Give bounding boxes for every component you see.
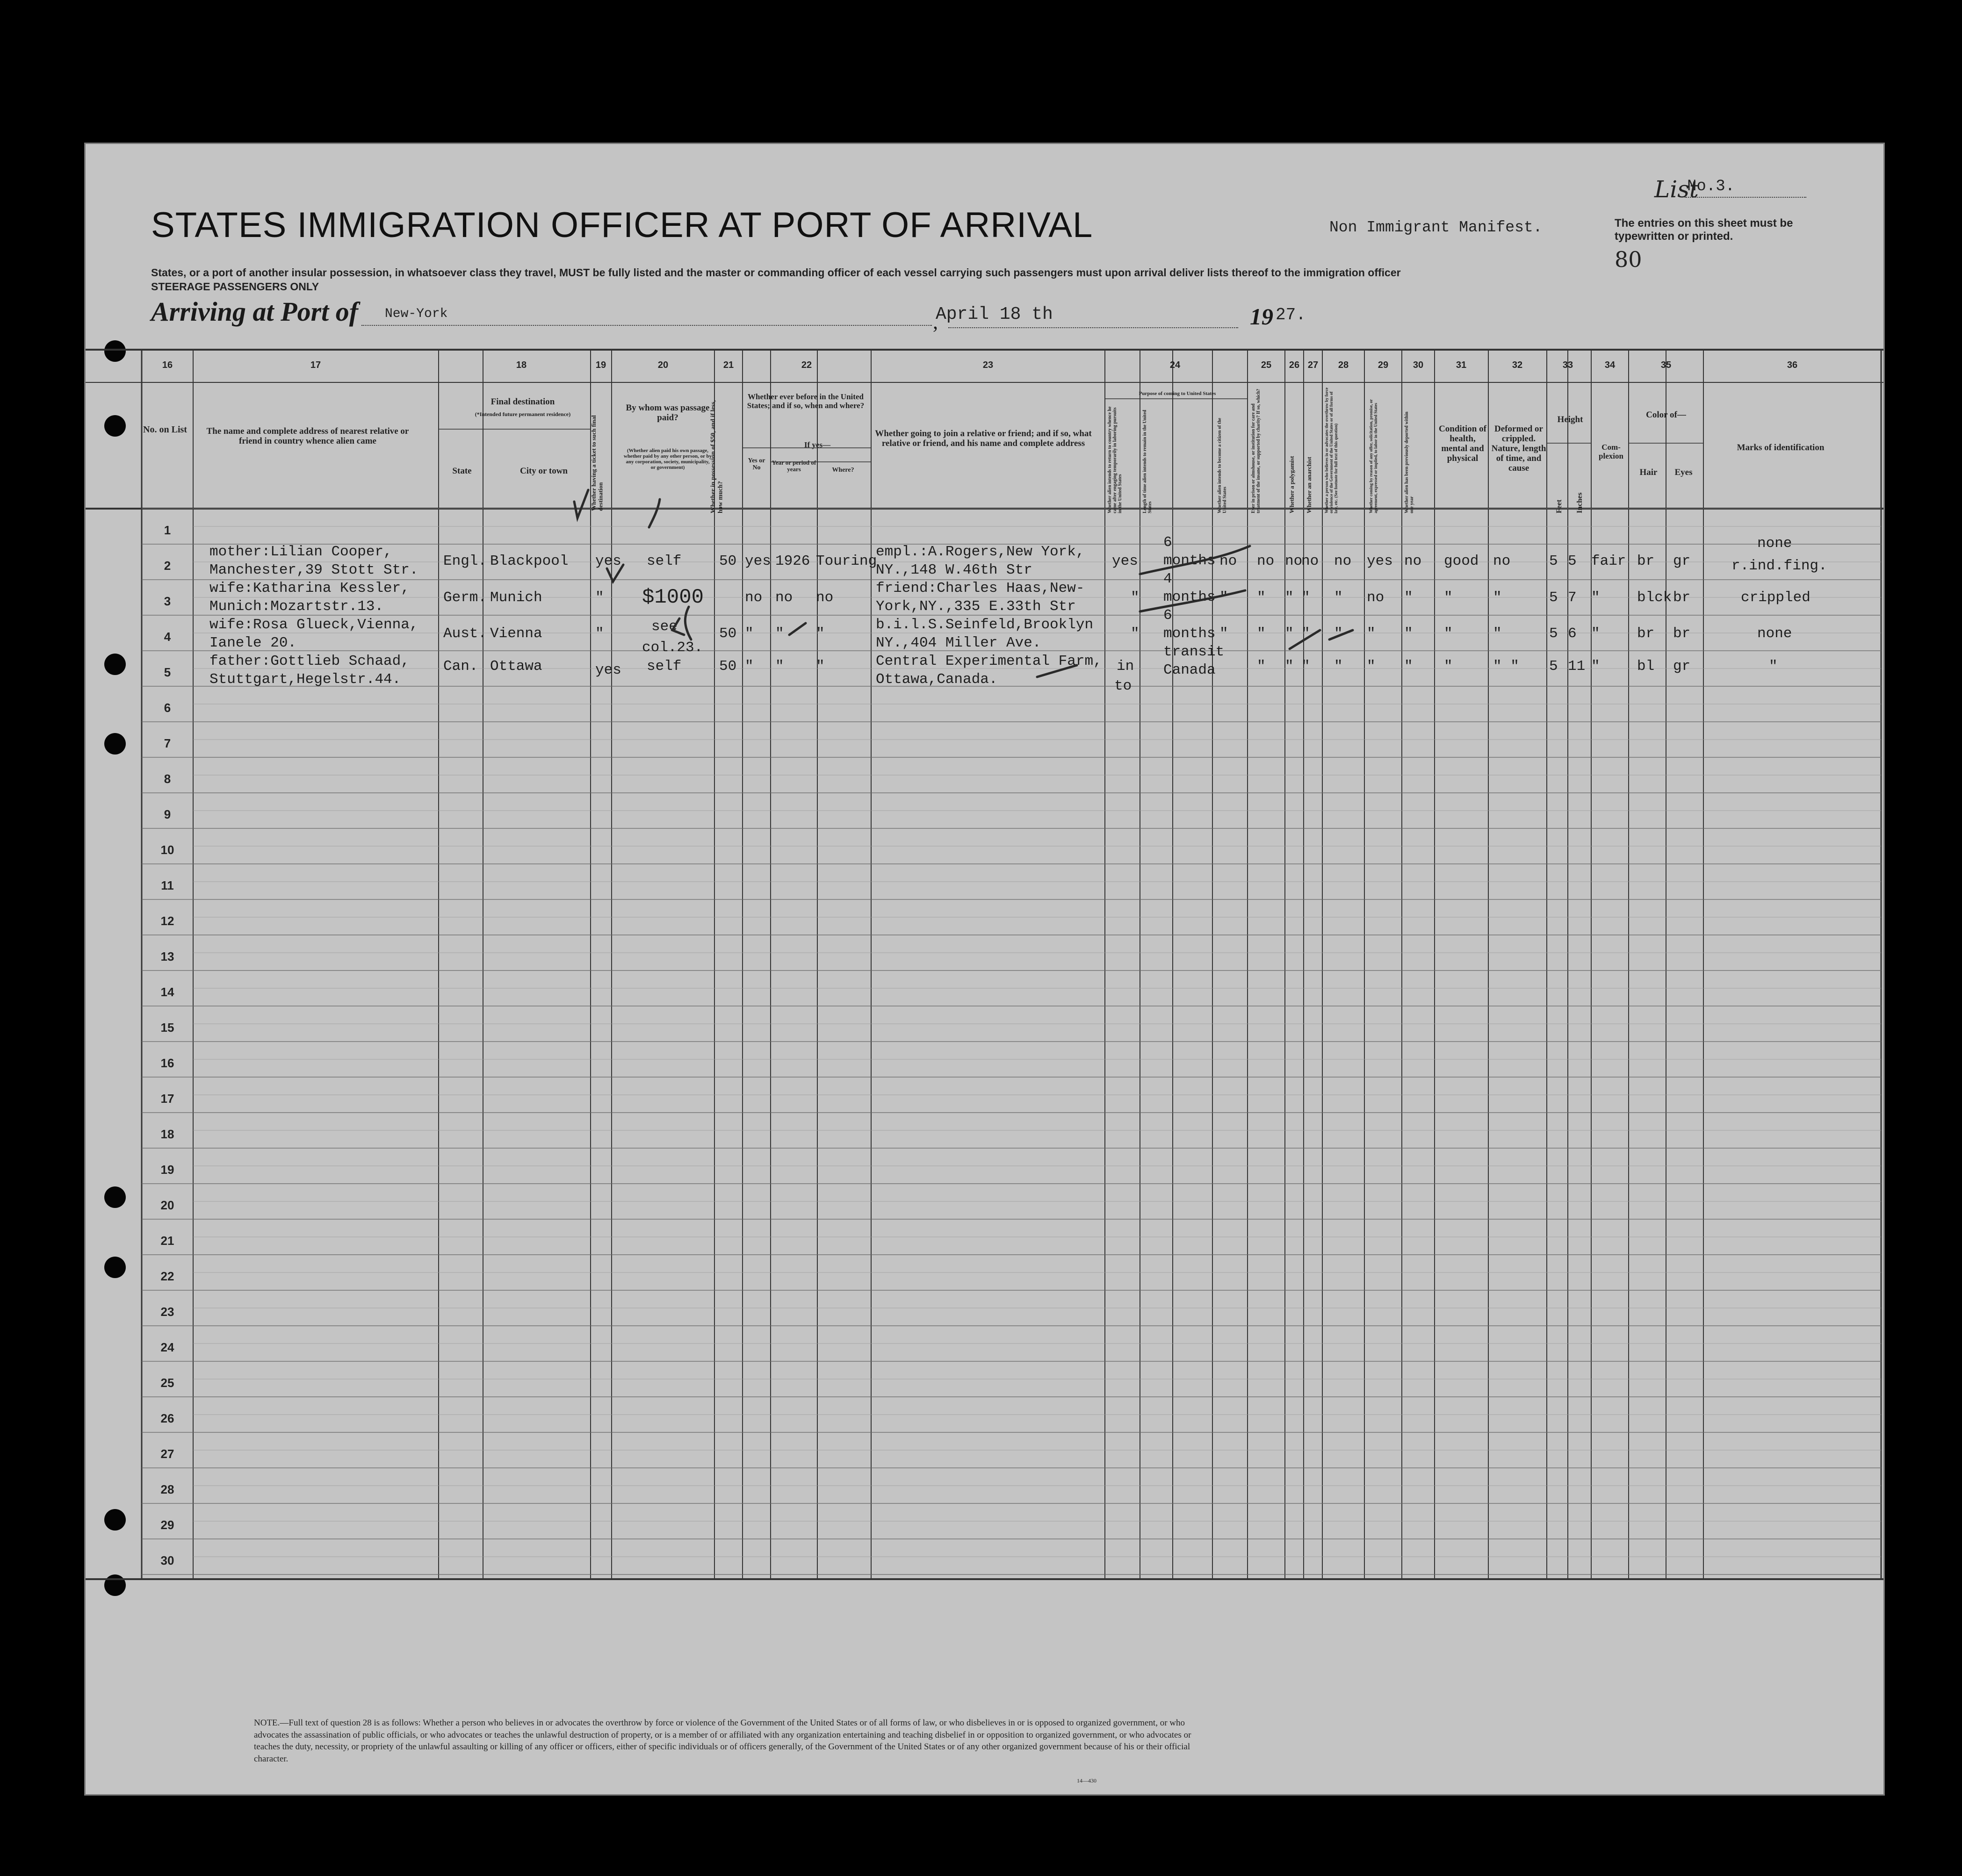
row-number: 14 <box>160 985 174 999</box>
row-number: 20 <box>160 1198 174 1212</box>
before-year-cell: 1926 <box>775 553 810 569</box>
hair-cell: bl <box>1637 658 1655 675</box>
manifest-sheet <box>84 143 1885 1796</box>
header-purpose-return: Whether alien intends to return to country whence he came after engaging temporarily in laboring pursuits in the United States <box>1107 406 1123 513</box>
feet-cell: 5 <box>1549 553 1558 569</box>
q30-cell: no <box>1404 553 1422 569</box>
prison-cell: no <box>1257 553 1275 569</box>
city-cell: Vienna <box>490 625 542 642</box>
inches-cell: 6 <box>1568 625 1577 642</box>
header-year-period: Year or period of years <box>772 459 816 473</box>
length-of-stay: Canada <box>1163 662 1216 678</box>
ticket-cell: yes <box>595 662 621 678</box>
condition-cell: good <box>1444 553 1479 569</box>
ticket-cell: " <box>595 589 604 606</box>
row-number: 4 <box>164 630 171 644</box>
relative-address-line: Stuttgart,Hegelstr.44. <box>209 671 401 688</box>
form-code: 14—430 <box>1077 1777 1096 1784</box>
complexion-cell: " <box>1591 625 1600 642</box>
complexion-cell: fair <box>1591 553 1626 569</box>
column-number: 31 <box>1456 360 1467 370</box>
complexion-cell: " <box>1591 658 1600 675</box>
joining-address-line: York,NY.,335 E.33th Str <box>876 598 1076 615</box>
before-year-cell: " <box>775 658 784 675</box>
q30-cell: " <box>1404 658 1413 675</box>
header-purpose: Purpose of coming to United States <box>1139 391 1216 396</box>
q29-cell: yes <box>1367 553 1393 569</box>
q28-cell: " <box>1334 625 1343 642</box>
anarchist-cell: " <box>1301 658 1310 675</box>
anarchist-cell: " <box>1301 589 1310 606</box>
year-suffix: 27. <box>1276 305 1306 324</box>
before-where-cell: " <box>816 658 825 675</box>
header-passage: By whom was passage paid? <box>626 403 710 423</box>
header-city: City or town <box>519 466 568 476</box>
before-yes-no-cell: yes <box>745 553 771 569</box>
header-q30: Whether alien has been previously deported within one year <box>1404 411 1414 513</box>
list-number: No.3. <box>1687 178 1735 195</box>
hair-cell: br <box>1637 553 1655 569</box>
ticket-cell: " <box>595 625 604 642</box>
pen-marks <box>86 144 1883 1794</box>
before-where-cell: " <box>816 625 825 642</box>
header-polygamist: Whether a polygamist <box>1288 456 1295 513</box>
port-name: New-York <box>385 307 448 321</box>
row-number: 12 <box>160 914 174 928</box>
comma: , <box>933 310 938 333</box>
condition-cell: " <box>1444 625 1453 642</box>
header-before-in-us: Whether ever before in the United States; and if so, when and where? <box>747 392 865 410</box>
row-number: 28 <box>160 1482 174 1496</box>
length-of-stay: months <box>1163 625 1216 642</box>
state-cell: Can. <box>443 658 478 675</box>
city-cell: Munich <box>490 589 542 606</box>
row-number: 25 <box>160 1376 174 1390</box>
feet-cell: 5 <box>1549 625 1558 642</box>
q28-cell: " <box>1334 658 1343 675</box>
marks-cell: none <box>1757 625 1792 642</box>
row-number: 26 <box>160 1411 174 1425</box>
inches-cell: 7 <box>1568 589 1577 606</box>
header-passage-note: (Whether alien paid his own passage, whether paid by any other person, or by any corporation, society, municipality, or government) <box>623 448 712 471</box>
anarchist-cell: " <box>1301 625 1310 642</box>
row-number: 8 <box>164 772 171 786</box>
column-number: 26 <box>1289 360 1300 370</box>
column-number: 17 <box>310 360 321 370</box>
length-of-stay: 6 <box>1163 534 1172 551</box>
year-prefix: 19 <box>1250 303 1273 330</box>
column-number: 19 <box>595 360 606 370</box>
passage-cell: see <box>651 618 678 635</box>
header-feet: Feet <box>1555 499 1563 513</box>
column-number: 22 <box>801 360 812 370</box>
row-number: 1 <box>164 523 171 537</box>
before-year-cell: " <box>775 625 784 642</box>
deformed-cell: no <box>1493 553 1511 569</box>
sheet-number: 80 <box>1615 247 1642 272</box>
eyes-cell: gr <box>1673 658 1691 675</box>
before-yes-no-cell: " <box>745 625 754 642</box>
city-cell: Blackpool <box>490 553 569 569</box>
eyes-cell: gr <box>1673 553 1691 569</box>
row-number: 24 <box>160 1340 174 1354</box>
q30-cell: " <box>1404 589 1413 606</box>
before-year-cell: no <box>775 589 793 606</box>
column-number: 29 <box>1378 360 1389 370</box>
state-cell: Germ. <box>443 589 487 606</box>
column-number: 32 <box>1512 360 1523 370</box>
row-number: 16 <box>160 1056 174 1070</box>
return-cell: " <box>1131 589 1140 606</box>
list-label: List <box>1654 176 1699 203</box>
header-color-of: Color of— <box>1646 410 1686 420</box>
length-of-stay: transit <box>1163 644 1225 660</box>
length-of-stay: 4 <box>1163 571 1172 587</box>
passage-cell: $1000 <box>642 586 704 609</box>
feet-cell: 5 <box>1549 589 1558 606</box>
feet-cell: 5 <box>1549 658 1558 675</box>
prison-cell: " <box>1257 625 1266 642</box>
inches-cell: 5 <box>1568 553 1577 569</box>
header-complexion: Com-plexion <box>1599 443 1623 460</box>
column-number: 25 <box>1261 360 1272 370</box>
header-ticket: Whether having a ticket to such final destination <box>590 415 604 511</box>
header-final-destination-note: (*Intended future permanent residence) <box>475 411 571 417</box>
marks-cell: r.ind.fing. <box>1731 558 1827 574</box>
header-yes-or-no: Yes or No <box>748 457 765 472</box>
complexion-cell: " <box>1591 589 1600 606</box>
column-number: 28 <box>1338 360 1349 370</box>
marks-cell: none <box>1757 535 1792 552</box>
citizen-cell: " <box>1219 625 1228 642</box>
hair-cell: br <box>1637 625 1655 642</box>
return-cell: to <box>1114 678 1132 694</box>
arrival-date: April 18 th <box>936 304 1053 324</box>
header-q29: Whether coming by reason of any offer, solicitation, promise, or agreement, expressed or implied, to labor in the United States <box>1369 399 1378 513</box>
manifest-type: Non Immigrant Manifest. <box>1329 219 1543 236</box>
joining-address-line: Central Experimental Farm, <box>876 653 1102 669</box>
header-hair: Hair <box>1639 467 1658 477</box>
column-number: 36 <box>1787 360 1798 370</box>
relative-address-line: father:Gottlieb Schaad, <box>209 653 410 669</box>
relative-address-line: Ianele 20. <box>209 635 297 651</box>
passage-cell: self <box>647 658 682 675</box>
money-cell: 50 <box>719 658 737 675</box>
row-number: 7 <box>164 736 171 750</box>
relative-address-line: mother:Lilian Cooper, <box>209 544 392 560</box>
before-where-cell: no <box>816 589 834 606</box>
length-of-stay: months <box>1163 589 1216 605</box>
row-number: 18 <box>160 1127 174 1141</box>
return-cell: in <box>1117 658 1134 675</box>
instructions: States, or a port of another insular possession, in whatsoever class they travel, MUST be fully listed and the master or commanding officer of each vessel carrying such passengers must upon arrival deliver lists thereof to the immigration officer <box>151 266 1401 279</box>
length-of-stay: months <box>1163 553 1216 569</box>
header-final-destination: Final destination <box>490 397 555 407</box>
citizen-cell: " <box>1219 589 1228 606</box>
column-number: 34 <box>1604 360 1616 370</box>
before-where-cell: Touring <box>816 553 877 569</box>
relative-address-line: wife:Katharina Kessler, <box>209 580 410 597</box>
header-joining: Whether going to join a relative or friend; and if so, what relative or friend, and his name and complete address <box>875 429 1092 448</box>
relative-address-line: Munich:Mozartstr.13. <box>209 598 384 615</box>
prison-cell: " <box>1257 589 1266 606</box>
passage-cell: self <box>647 553 682 569</box>
joining-address-line: NY.,404 Miller Ave. <box>876 635 1041 651</box>
row-number: 19 <box>160 1163 174 1177</box>
polygamist-cell: " <box>1285 625 1294 642</box>
steerage-label: STEERAGE PASSENGERS ONLY <box>151 280 319 293</box>
column-number: 35 <box>1660 360 1672 370</box>
joining-address-line: NY.,148 W.46th Str <box>876 562 1032 578</box>
column-number: 23 <box>982 360 994 370</box>
q28-cell: " <box>1334 589 1343 606</box>
header-marks: Marks of identification <box>1737 443 1825 453</box>
row-number: 10 <box>160 843 174 857</box>
condition-cell: " <box>1444 658 1453 675</box>
deformed-cell: " <box>1493 625 1502 642</box>
city-cell: Ottawa <box>490 658 542 675</box>
q28-cell: no <box>1334 553 1352 569</box>
money-cell: 50 <box>719 553 737 569</box>
before-yes-no-cell: no <box>745 589 763 606</box>
header-money: Whether in possession of $50, and if less, how much? <box>710 400 724 513</box>
eyes-cell: br <box>1673 625 1691 642</box>
polygamist-cell: " <box>1285 658 1294 675</box>
header-where: Where? <box>832 467 854 474</box>
state-cell: Engl. <box>443 553 487 569</box>
header-state: State <box>452 466 472 476</box>
header-height: Height <box>1557 415 1583 424</box>
column-number: 33 <box>1562 360 1573 370</box>
header-anarchist: Whether an anarchist <box>1306 457 1313 513</box>
column-number: 20 <box>657 360 669 370</box>
inches-cell: 11 <box>1568 658 1586 675</box>
row-number: 2 <box>164 559 171 573</box>
joining-address-line: empl.:A.Rogers,New York, <box>876 544 1085 560</box>
column-number: 30 <box>1413 360 1424 370</box>
q30-cell: " <box>1404 625 1413 642</box>
footer-note: NOTE.—Full text of question 28 is as follows: Whether a person who believes in or advocates the overthrow by force or violence of the Government of the United States or of all forms of law, or who disbelieves in or is opposed to organized government, or who advocates the assassination of public officials, or who advocates or teaches the unlawful destruction of property, or is a member of or affiliated with any organization entertaining and teaching disbelief in or opposition to organized government, or who advocates or teaches the duty, necessity, or propriety of the unlawful assaulting or killing of any officer or officers, either of specific individuals or of officers generally, of the Government of the United States or of any other organized government because of his or their official character. <box>254 1718 1191 1764</box>
anarchist-cell: no <box>1301 553 1319 569</box>
polygamist-cell: no <box>1285 553 1303 569</box>
return-cell: yes <box>1112 553 1138 569</box>
column-number: 16 <box>162 360 173 370</box>
prison-cell: " <box>1257 658 1266 675</box>
row-number: 17 <box>160 1092 174 1106</box>
polygamist-cell: " <box>1285 589 1294 606</box>
column-number: 21 <box>723 360 734 370</box>
header-if-yes: If yes— <box>804 440 831 449</box>
row-number: 15 <box>160 1021 174 1035</box>
q29-cell: " <box>1367 625 1376 642</box>
header-no-on-list: No. on List <box>143 424 187 435</box>
row-number: 5 <box>164 665 171 679</box>
q29-cell: no <box>1367 589 1385 606</box>
passage-cell: col.23. <box>642 640 703 656</box>
header-deformed: Deformed or crippled. Nature, length of time, and cause <box>1491 424 1546 473</box>
relative-address-line: wife:Rosa Glueck,Vienna, <box>209 617 418 633</box>
row-number: 13 <box>160 949 174 963</box>
eyes-cell: br <box>1673 589 1691 606</box>
column-number: 24 <box>1169 360 1181 370</box>
deformed-cell: " <box>1493 589 1502 606</box>
row-number: 27 <box>160 1447 174 1461</box>
row-number: 9 <box>164 807 171 821</box>
before-yes-no-cell: " <box>745 658 754 675</box>
page-title: STATES IMMIGRATION OFFICER AT PORT OF ARRIVAL <box>151 205 1093 245</box>
row-number: 22 <box>160 1269 174 1283</box>
deformed-cell: " " <box>1493 658 1519 675</box>
joining-address-line: friend:Charles Haas,New- <box>876 580 1085 597</box>
header-q28: Whether a person who believes in or advocates the overthrow by force or violence of the Government of the United States or of all forms of law, etc. (See footnote for full text of this question) <box>1324 387 1338 513</box>
hair-cell: blck <box>1637 589 1672 606</box>
citizen-cell: no <box>1219 553 1237 569</box>
length-of-stay: 6 <box>1163 607 1172 624</box>
row-number: 30 <box>160 1553 174 1567</box>
arriving-label: Arriving at Port of <box>151 296 359 327</box>
marks-cell: crippled <box>1741 589 1811 606</box>
q29-cell: " <box>1367 658 1376 675</box>
row-number: 11 <box>161 878 174 892</box>
column-number: 27 <box>1307 360 1319 370</box>
row-number: 21 <box>160 1234 174 1248</box>
condition-cell: " <box>1444 589 1453 606</box>
header-prison: Ever in prison or almshouse, or institution for care and treatment of the insane, or supported by charity? If so, which? <box>1251 388 1261 513</box>
joining-address-line: Ottawa,Canada. <box>876 671 998 688</box>
header-relative-address: The name and complete address of nearest relative or friend in country whence alien came <box>206 426 409 446</box>
row-number: 23 <box>160 1305 174 1319</box>
state-cell: Aust. <box>443 625 487 642</box>
header-inches: Inches <box>1576 492 1584 513</box>
header-purpose-citizen: Whether alien intends to become a citizen of the United States <box>1217 417 1227 513</box>
row-number: 3 <box>164 594 171 608</box>
header-eyes: Eyes <box>1674 467 1693 477</box>
column-number: 18 <box>516 360 527 370</box>
money-cell: 50 <box>719 625 737 642</box>
joining-address-line: b.i.l.S.Seinfeld,Brooklyn <box>876 617 1094 633</box>
ticket-cell: yes <box>595 553 621 569</box>
marks-cell: " <box>1769 658 1778 675</box>
row-number: 6 <box>164 701 171 715</box>
header-purpose-length: Length of time alien intends to remain in the United States <box>1142 410 1153 513</box>
row-number: 29 <box>160 1518 174 1532</box>
header-condition: Condition of health, mental and physical <box>1439 424 1486 463</box>
return-cell: " <box>1131 625 1140 642</box>
typewritten-note: The entries on this sheet must be typewritten or printed. <box>1615 217 1793 243</box>
relative-address-line: Manchester,39 Stott Str. <box>209 562 418 578</box>
